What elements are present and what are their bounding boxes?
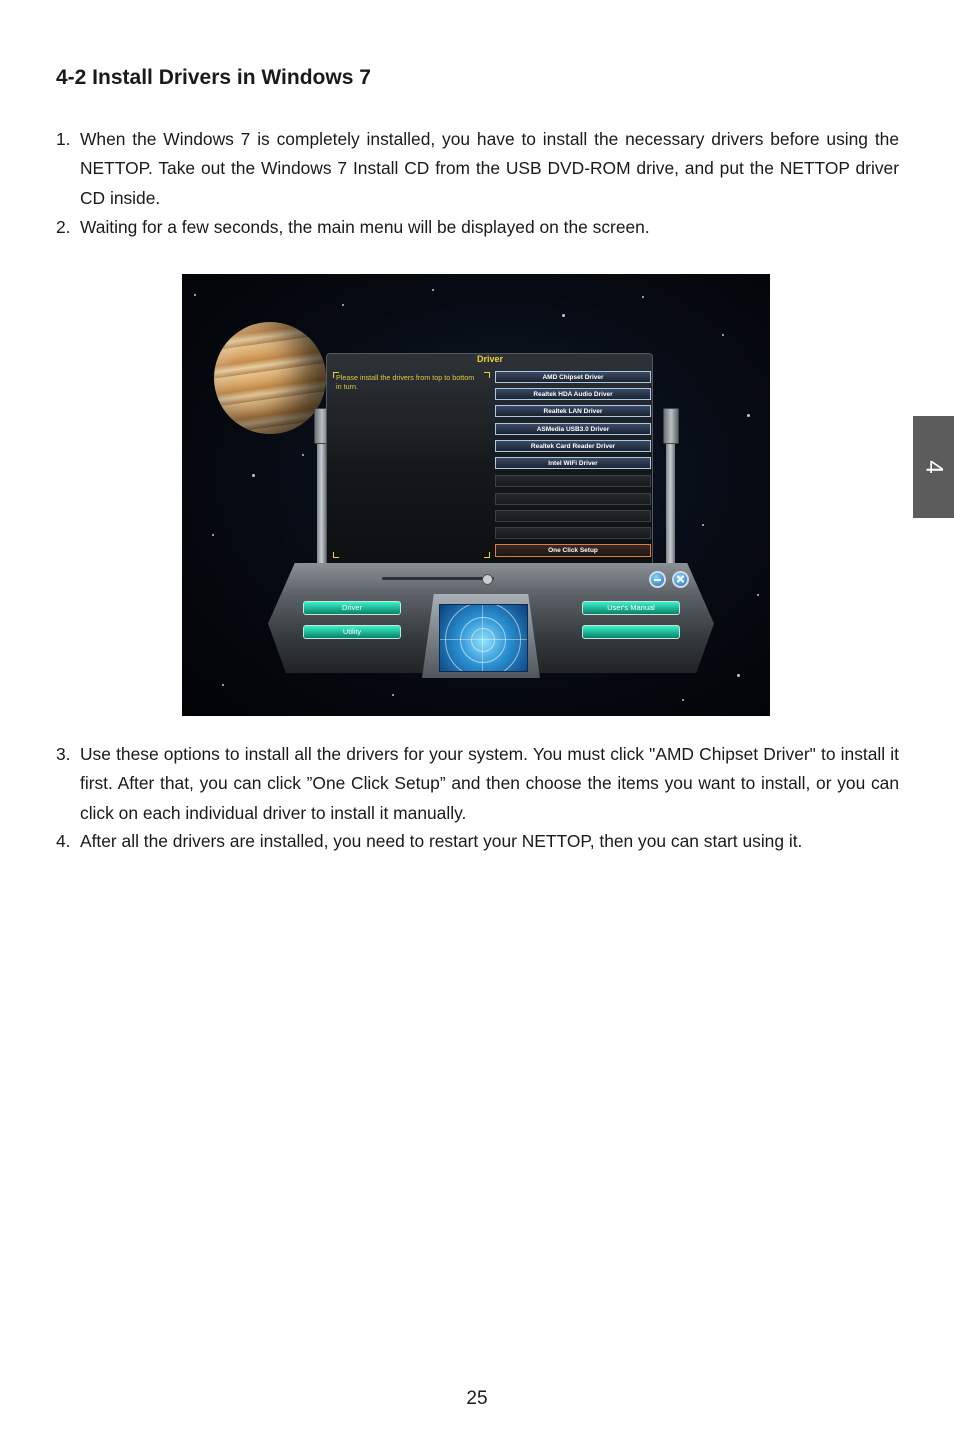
- realtek-hda-audio-driver-button[interactable]: Realtek HDA Audio Driver: [495, 388, 651, 400]
- step-3: [56, 740, 899, 828]
- step-text: When the Windows 7 is completely installed, you have to install the necessary drivers before using the NETTOP. Take out the Windows 7 Install CD from the USB DVD-ROM drive, and put the NETTOP driver CD inside.: [80, 129, 899, 208]
- star: [737, 674, 740, 677]
- star: [302, 454, 304, 456]
- empty-driver-slot: [495, 475, 651, 487]
- star: [747, 414, 750, 417]
- amd-chipset-driver-button[interactable]: AMD Chipset Driver: [495, 371, 651, 383]
- star: [682, 699, 684, 701]
- star: [562, 314, 565, 317]
- step-number: 1.: [56, 129, 71, 149]
- empty-driver-slot: [495, 493, 651, 505]
- volume-rail: [382, 577, 494, 580]
- driver-tab-button[interactable]: Driver: [303, 601, 401, 615]
- frame-corner: [484, 552, 490, 558]
- star: [252, 474, 255, 477]
- asmedia-usb3-driver-button[interactable]: ASMedia USB3.0 Driver: [495, 423, 651, 435]
- realtek-lan-driver-button[interactable]: Realtek LAN Driver: [495, 405, 651, 417]
- intel-wifi-driver-button[interactable]: Intel WiFi Driver: [495, 457, 651, 469]
- star: [702, 524, 704, 526]
- blank-console-button[interactable]: [582, 625, 680, 639]
- star: [212, 534, 214, 536]
- step-text: After all the drivers are installed, you need to restart your NETTOP, then you can start using it.: [80, 831, 803, 851]
- star: [194, 294, 196, 296]
- radar-crosshair: [440, 639, 527, 640]
- frame-corner: [333, 552, 339, 558]
- utility-tab-button[interactable]: Utility: [303, 625, 401, 639]
- star: [642, 296, 644, 298]
- step-number: 2.: [56, 217, 71, 237]
- install-instruction: Please install the drivers from top to bottom in turn.: [336, 373, 475, 391]
- frame-corner: [484, 372, 490, 378]
- star: [342, 304, 344, 306]
- empty-driver-slot: [495, 510, 651, 522]
- star: [722, 334, 724, 336]
- driver-installer-screenshot: [182, 274, 770, 716]
- star: [392, 694, 394, 696]
- users-manual-button[interactable]: User's Manual: [582, 601, 680, 615]
- star: [222, 684, 224, 686]
- page-number: 25: [466, 1388, 488, 1409]
- step-1: [56, 125, 899, 213]
- star: [432, 289, 434, 291]
- empty-driver-slot: [495, 527, 651, 539]
- section-heading: 4-2 Install Drivers in Windows 7: [56, 66, 371, 89]
- right-pillar-cap: [663, 408, 679, 444]
- close-icon[interactable]: [672, 571, 689, 588]
- chapter-number: 4: [920, 460, 948, 474]
- radar-crosshair: [482, 605, 483, 671]
- chapter-tab: [913, 416, 954, 518]
- step-4: [56, 827, 899, 856]
- step-text: Use these options to install all the drivers for your system. You must click "AMD Chipset Driver" to install it first. After that, you can click ”One Click Setup” and then choose the items you want to install, or you can click on each individual driver to install it manually.: [80, 744, 899, 823]
- step-number: 4.: [56, 831, 71, 851]
- volume-knob[interactable]: [482, 574, 493, 585]
- radar-ring: [445, 604, 521, 672]
- left-pillar: [317, 439, 326, 564]
- one-click-setup-button[interactable]: One Click Setup: [495, 544, 651, 557]
- star: [757, 594, 759, 596]
- realtek-card-reader-driver-button[interactable]: Realtek Card Reader Driver: [495, 440, 651, 452]
- panel-title: Driver: [477, 354, 504, 364]
- step-text: Waiting for a few seconds, the main menu will be displayed on the screen.: [80, 217, 650, 237]
- planet-image: [214, 322, 326, 434]
- radar-icon: [439, 604, 528, 672]
- minimize-icon[interactable]: [649, 571, 666, 588]
- step-2: [56, 213, 899, 242]
- right-pillar: [666, 439, 675, 564]
- step-number: 3.: [56, 744, 71, 764]
